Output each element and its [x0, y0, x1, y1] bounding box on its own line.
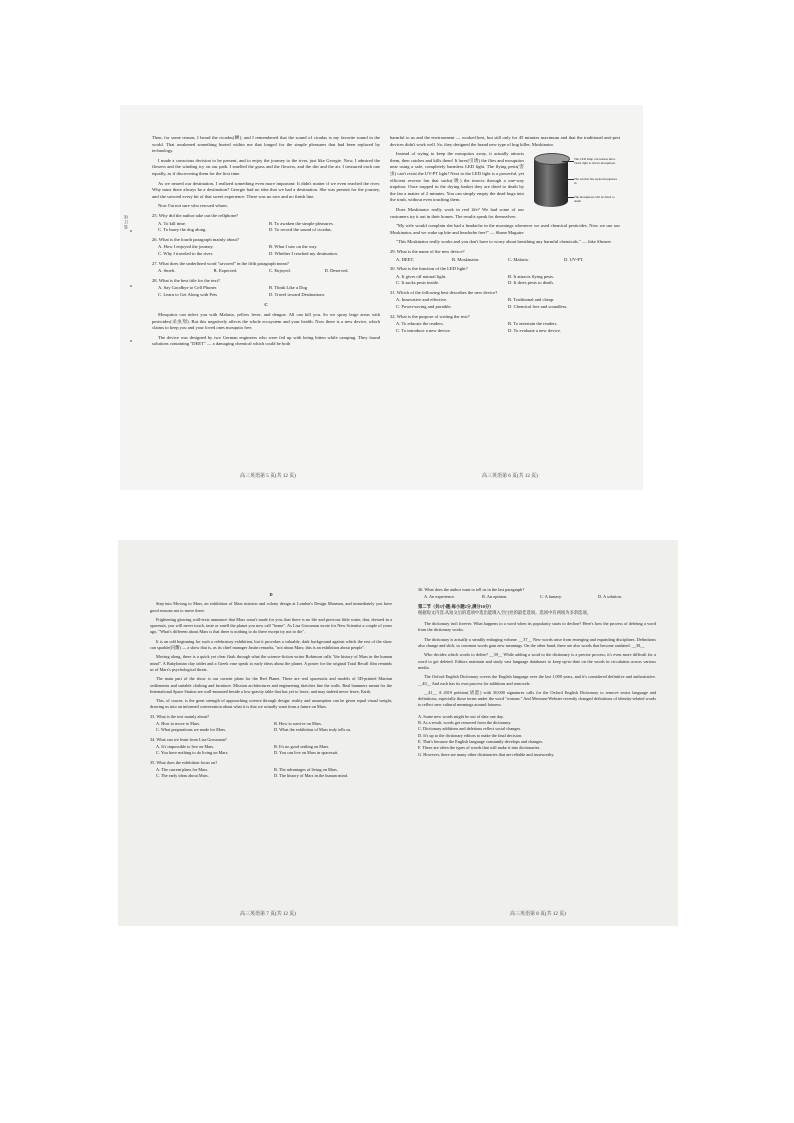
question-33 — [150, 714, 392, 734]
section-heading: 第二节（共5小题;每小题2分,满分10分） — [418, 603, 494, 609]
paragraph: This, of course, is the great strength of approaching science through design: reality and assumption can be given equal visual weight, drawing us into an informed conversation about what it is that we actually want from a future on Mars. — [150, 698, 392, 710]
margin-mark — [130, 230, 132, 232]
section-letter-c: C — [264, 302, 268, 308]
paragraph: Then, for some reason, I heard the cicadas(蝉), and I remembered that the sound of cicadas is my favorite sound in the world. That awakened something buried within me that longed for the simple pleasures that had been replaced by technology. — [152, 135, 380, 154]
question-30 — [390, 266, 620, 287]
option-c: C. To introduce a new device. — [396, 327, 451, 333]
question-stem: 28. What is the best title for the text? — [152, 277, 220, 283]
option-a: A. To educate the readers. — [396, 321, 444, 327]
paragraph: Who decides which words to delete? __39__ While adding a word to the dictionary is a precise process, it's even more difficult for a word to get deleted. Editors maintain and study vast language databases to keep up-to-date on the words in circulation across various media. — [418, 652, 656, 670]
option-b: B. Moskinator. — [452, 256, 480, 262]
question-26 — [152, 237, 380, 258]
option-item: D. It's up to the dictionary editors to make the final decision. — [418, 732, 523, 738]
paragraph: Does Moskinator really work in real life? We had some of our customers try it out in their homes. The results speak for themselves: — [390, 206, 524, 219]
question-stem: 30. What is the function of the LED light? — [390, 266, 468, 272]
option-list — [418, 714, 656, 758]
paragraph: Mosquitos can infect you with Malaria, yellow fever, and dengue. All can kill you. So we spray large areas with pesticides(杀虫剂). But this negatively affects the whole ecosystem and your health. Now there is a new device, which claims to keep you and your loved ones mosquito free. — [152, 312, 380, 331]
question-stem: 33. What is the text mainly about? — [150, 713, 209, 719]
option-b: B. To awaken the simple pleasures. — [269, 220, 334, 226]
figure-caption: The LED lamp can release ultra-violet light to attract mosquitoes — [574, 157, 616, 166]
question-27 — [152, 261, 380, 275]
option-b: B. How to survive on Mars. — [274, 721, 322, 727]
option-c: C. To hurry the dog along. — [158, 227, 207, 233]
paragraph: Now I'm not sure who rescued whom. — [158, 203, 228, 209]
paragraph: The device was designed by two German engineers who were fed up with being bitten while camping. They found solutions containing "DEET" — a damaging chemical which could be both — [152, 334, 380, 347]
page-7 — [150, 588, 392, 780]
option-c: C. Enjoyed. — [269, 268, 291, 274]
option-b: B. Traditional and cheap. — [508, 297, 555, 303]
option-c: C. A fantasy. — [540, 594, 562, 600]
option-c: C. Learn to Get Along with Pets — [158, 291, 218, 297]
paragraph: I made a conscious decision to be present, and to enjoy the journey to the river, just like Georgie. Now, I admired the flowers and the winding icy on our path. I smelled the grass and the flowers, and the dirt and the air. I treasured each one equally, as if discovering them for the first time. — [152, 157, 380, 176]
option-c: C. Why I traveled to the river. — [158, 250, 214, 256]
paragraph: The dictionary isn't forever. What happens to a word when its popularity starts to decline? Here's how the process of deleting a word from the dictionary works. — [418, 621, 656, 633]
option-a: A. An experience. — [424, 594, 456, 600]
question-35 — [150, 760, 392, 780]
page-6 — [390, 135, 620, 335]
paragraph: As we neared our destination, I realized something even more important: It didn't matter if we even reached the river. Why must there always be a destination? Georgie had no idea that we had a destination. She was present for the journey, and she savored every bit of that sweet experience. There was no race and no finish line. — [152, 180, 380, 199]
option-b: B. It attracts flying pests. — [508, 273, 555, 279]
option-d: D. What the exhibition of Mars truly tells us. — [274, 727, 352, 733]
paragraph: "My wife would complain she had a headache in the mornings whenever we used chemical pesticides. Now we use our Moskinator, and we wake up bite and headache free!" — Shane Maguire — [390, 223, 620, 235]
option-c: C. Power-saving and portable. — [396, 304, 452, 310]
question-stem: 27. What does the underlined word "savored" in the fifth paragraph mean? — [152, 260, 289, 266]
option-b: B. Expected. — [213, 268, 238, 274]
question-stem: 36. What does the author want to tell us in the last paragraph? — [418, 587, 525, 592]
page-8 — [418, 584, 656, 758]
option-d: D. It dries pests to death. — [508, 280, 554, 286]
option-b: B. Think Like a Dog — [269, 285, 308, 291]
option-d: D. A solution. — [598, 594, 622, 600]
option-a: A. How to move to Mars. — [156, 721, 201, 727]
question-stem: 34. What can we learn from Lisa Grossman? — [150, 736, 227, 742]
option-d: D. You can live on Mars in spacesuit. — [274, 750, 339, 756]
option-d: D. To record the sound of cicadas. — [269, 227, 332, 233]
paragraph: The Oxford English Dictionary covers the English language over the last 1,000 years, and it's considered definitive and authoritative. __40__ And each has its own process for additions and removals. — [418, 674, 656, 686]
option-d: D. Whether I reached my destination. — [269, 250, 338, 256]
question-stem: 29. What is the name of the new device? — [390, 248, 465, 254]
question-34 — [150, 737, 392, 757]
page-footer: 高三英语第 6 页(共 12 页) — [482, 474, 538, 479]
page-5 — [152, 135, 380, 351]
paragraph: __41__ A 2019 petition(请愿) with 30,000 signatures calls for the Oxford English Dictionary to remove sexist language and definitions, especially those terms under the word "woman." And Merriam-Webster recently changed definitions of identity-related words to reflect new cultural meanings around fairness. — [418, 689, 656, 708]
page-footer: 高三英语第 8 页(共 12 页) — [510, 912, 566, 917]
option-b: B. The advantages of living on Mars. — [274, 766, 338, 772]
option-a: A. Smelt. — [158, 268, 176, 274]
question-31 — [390, 290, 620, 311]
option-item: C. Dictionary additions and deletions reflect social changes. — [418, 726, 522, 732]
option-d: D. Deserved. — [324, 268, 349, 274]
question-stem: 35. What does the exhibition focus on? — [150, 759, 218, 765]
scan-sheet-bottom — [118, 540, 678, 926]
question-stem: 25. Why did the author take out the cellphone? — [152, 212, 239, 218]
option-b: B. It's no good settling on Mars. — [274, 743, 330, 749]
question-stem: 31. Which of the following best describes the new device? — [390, 289, 498, 295]
option-c: C. Malaria. — [508, 256, 529, 262]
option-a: A. Say Goodbye to Cell Phones — [158, 285, 217, 291]
section-letter-d: D — [269, 592, 273, 597]
paragraph: Instead of trying to keep the mosquitos away, it actually attracts them, then catches and kills them! It lures(引诱) the flies and mosquitos near using a safe, completely harmless LED light. The flying pests(害虫) can't resist the UV-PT light! Next to the LED light is a powerful, yet efficient reverse fan that sucks(吸) the insects through a one-way trapdoor. Once trapped in the drying basket they are dried to death by the fan a matter of 2 minutes. You can simply empty the dead bugs into the trash, without even touching them. — [390, 151, 524, 203]
option-a: A. It's impossible to live on Mars. — [156, 743, 215, 749]
option-a: A. It gives off natural light. — [396, 273, 447, 279]
paragraph: "This Moskinator really works and you don't have to worry about breathing any harmful chemicals." — Jake Shearer — [396, 239, 612, 245]
option-b: B. What I saw on the way. — [269, 244, 318, 250]
question-28 — [152, 278, 380, 299]
option-c: C. The early ideas about Mars. — [156, 773, 209, 779]
figure-caption: The mosquitoes will be dried to death — [574, 195, 615, 204]
option-a: A. How I enjoyed the journey. — [158, 244, 214, 250]
paragraph: It is an odd beginning for such a celebratory exhibition, but it provokes a valuable, dark background against which the rest of the show can sparkle(闪耀) — a show that is, as its chief manager Justin remarks, "not about Mars; this is an exhibition about people". — [150, 638, 392, 651]
page-footer: 高三英语第 5 页(共 12 页) — [240, 474, 296, 479]
question-36 — [418, 587, 656, 601]
question-32 — [390, 314, 620, 335]
option-c: C. You have nothing to do living on Mars. — [156, 750, 229, 756]
paragraph: harmful to us and the environment — worked best, but still only for 45 minutes maximum and that the traditional anti-pest devices didn't work well. So, they designed the brand new type of bug killer, Moskinator. — [390, 135, 620, 147]
option-b: B. To entertain the readers. — [508, 321, 558, 327]
option-c: C. It sucks pests inside. — [396, 280, 440, 286]
moskinator-figure — [528, 151, 620, 213]
option-item: E. That's because the English language constantly develops and changes. — [418, 738, 544, 744]
scan-sheet-top — [120, 105, 643, 490]
question-stem: 26. What is the fourth paragraph mainly about? — [152, 236, 239, 242]
paragraph: Step into Moving to Mars, an exhibition of Mars mission and colony design at London's Design Museum, and immediately you have good reasons not to move there. — [150, 601, 392, 613]
paragraph: The dictionary is actually a steadily enlarging volume. __37__ New words arise from emerging and expanding disciplines. Definitions also change and shift, so common words gain new meanings. On the other hand, there are also words that become outdated. __38__ — [418, 636, 656, 649]
question-stem: 32. What is the purpose of writing the text? — [390, 313, 470, 319]
option-d: D. Travel toward Destinations — [269, 291, 325, 297]
option-b: B. An opinion. — [482, 594, 508, 600]
paragraph: The main part of the show is our current plans for the Red Planet. There are real spacesuits and models of 3D-printed Martian settlements and suitable clothing and furniture. Mission architectures and engineering sketches line the walls. Real hammers meant for the International Space Station are wall-mounted beside a low-gravity table that has yet to leave, and may indeed never leave, Earth. — [150, 676, 392, 694]
question-29 — [390, 249, 620, 263]
section-instruction: 根据短文内容,从短文后的选项中选出能填入空白处的最佳选项。选项中有两项为多余选项。 — [418, 609, 591, 615]
question-25 — [152, 213, 380, 234]
option-item: G. However, there are many other dictionaries that are reliable and trustworthy. — [418, 751, 555, 757]
margin-mark — [130, 285, 132, 287]
option-item: B. As a result, words get removed from the dictionary. — [418, 720, 512, 726]
paragraph: Moving along, there is a quick yet clear flash through what the science-fiction writer Robinson calls "the history of Mars in the human mind". A Babylonian clay tablet and a Greek vase speak to early ideas about the planet. A poster for the original Total Recall film reminds us of Mars's psychological threat. — [150, 654, 392, 672]
figure-caption: The suction fan sucks mosquitoes in — [574, 177, 618, 186]
page-footer: 高三英语第 7 页(共 12 页) — [240, 912, 296, 917]
option-a: A. Innovative and effective. — [396, 297, 448, 303]
option-item: F. These are often the types of words that will make it into dictionaries. — [418, 745, 541, 751]
option-d: D. UV-PT. — [564, 256, 584, 262]
option-a: A. To kill time. — [158, 220, 187, 226]
margin-mark — [130, 340, 132, 342]
option-d: D. The history of Mars in the human mind. — [274, 773, 348, 779]
option-c: C. What preparations we made for Mars. — [156, 727, 227, 733]
paragraph: Frightening glowing wall-texts announce that Mars wasn't made for you; that there is no life and precious little water, that, dressed in a spacesuit, you will never touch, taste or smell the planet you now call "home". As Lisa Grossman wrote for New Scientist a couple of years ago, "What's different about Mars is that there is nothing to do there except try not to die". — [150, 616, 392, 635]
option-d: D. To evaluate a new device. — [508, 327, 562, 333]
option-item: A. Some new words might be out of date one day. — [418, 713, 504, 719]
margin-binding-text: 装 订 线 — [123, 215, 128, 229]
option-d: D. Chemical free and soundless. — [508, 304, 568, 310]
option-a: A. The current plans for Mars. — [156, 766, 209, 772]
option-a: A. DEET. — [396, 256, 415, 262]
